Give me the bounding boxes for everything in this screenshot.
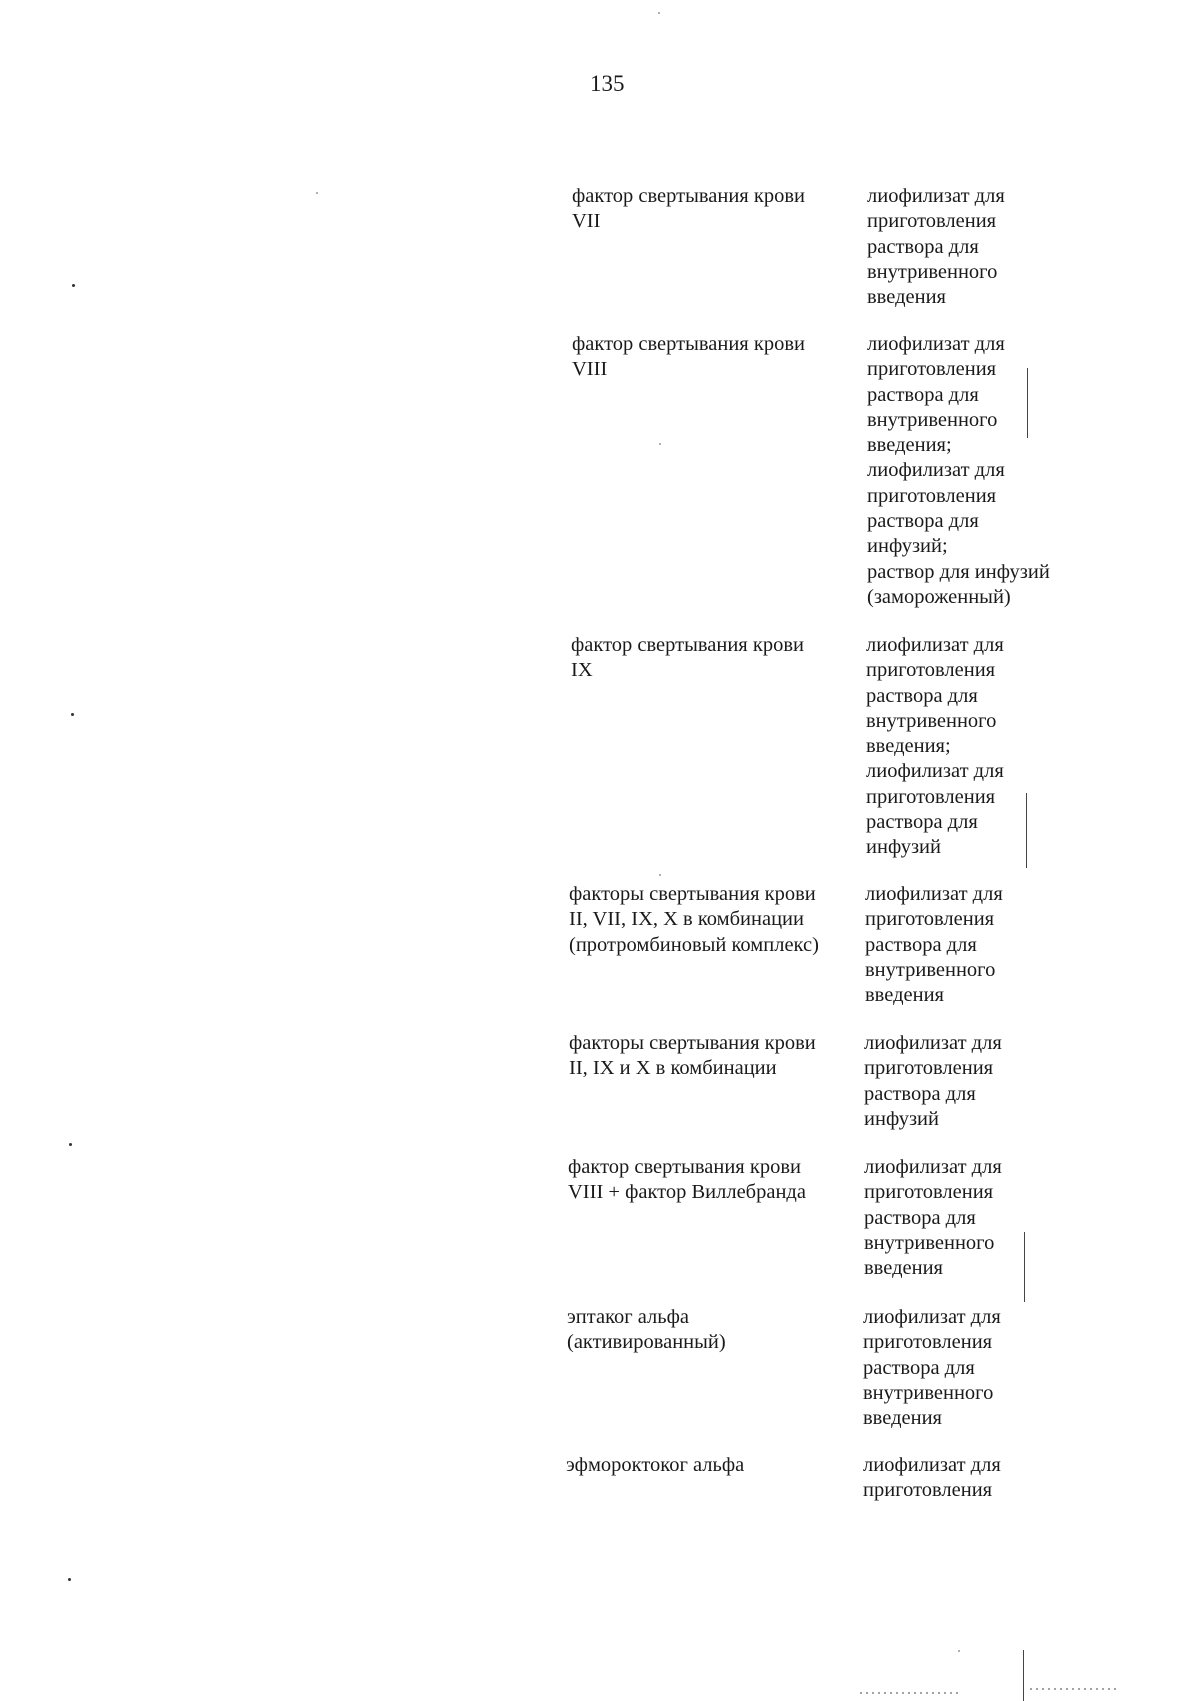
scan-speck	[72, 284, 75, 287]
drug-name: эптаког альфа (активированный)	[567, 1306, 726, 1354]
dosage-form: лиофилизат для приготовления раствора для внутривенного введения; лиофилизат для приготовления раствора для инфузий; раствор для инфузий (замороженный)	[867, 333, 1050, 608]
drug-name: фактор свертывания крови VII	[572, 185, 805, 233]
drug-entry	[572, 184, 1132, 309]
scan-mark	[1024, 1232, 1025, 1302]
drug-entry	[572, 332, 1132, 608]
scan-speck	[658, 12, 660, 14]
drug-name: фактор свертывания крови VIII	[572, 333, 805, 381]
drug-name: фактор свертывания крови VIII + фактор Виллебранда	[568, 1156, 806, 1204]
drug-entry	[569, 882, 1129, 1007]
dosage-form: лиофилизат для приготовления раствора для внутривенного введения; лиофилизат для приготовления раствора для инфузий	[866, 634, 1004, 859]
scan-speck	[958, 1650, 960, 1652]
dosage-form: лиофилизат для приготовления раствора для внутривенного введения	[865, 883, 1003, 1007]
dosage-form: лиофилизат для приготовления раствора для внутривенного введения	[864, 1156, 1002, 1280]
scan-speck	[659, 443, 661, 445]
dosage-form: лиофилизат для приготовления раствора для инфузий	[864, 1032, 1002, 1130]
scan-speck	[659, 874, 661, 876]
scan-mark	[1023, 1650, 1024, 1701]
page-number: 135	[590, 71, 625, 96]
scan-noise	[860, 1692, 960, 1694]
drug-name: эфмороктоког альфа	[566, 1454, 745, 1476]
drug-entry	[567, 1305, 1127, 1430]
drug-entry	[571, 633, 1131, 859]
scan-speck	[68, 1578, 71, 1581]
drug-name: фактор свертывания крови IX	[571, 634, 804, 682]
drug-name: факторы свертывания крови II, IX и X в комбинации	[569, 1032, 816, 1080]
dosage-form: лиофилизат для приготовления	[863, 1454, 1001, 1502]
scan-speck	[69, 1143, 72, 1146]
scan-speck	[316, 192, 318, 194]
drug-name: факторы свертывания крови II, VII, IX, X в комбинации (протромбиновый комплекс)	[569, 883, 819, 956]
drug-entry	[569, 1031, 1129, 1130]
drug-entry	[566, 1453, 1126, 1502]
dosage-form: лиофилизат для приготовления раствора для внутривенного введения	[863, 1306, 1001, 1430]
dosage-form: лиофилизат для приготовления раствора для внутривенного введения	[867, 185, 1005, 309]
scan-mark	[1026, 793, 1027, 868]
drug-entry	[568, 1155, 1128, 1280]
scan-mark	[1027, 368, 1028, 438]
scan-noise	[1030, 1688, 1120, 1690]
scan-speck	[71, 713, 74, 716]
